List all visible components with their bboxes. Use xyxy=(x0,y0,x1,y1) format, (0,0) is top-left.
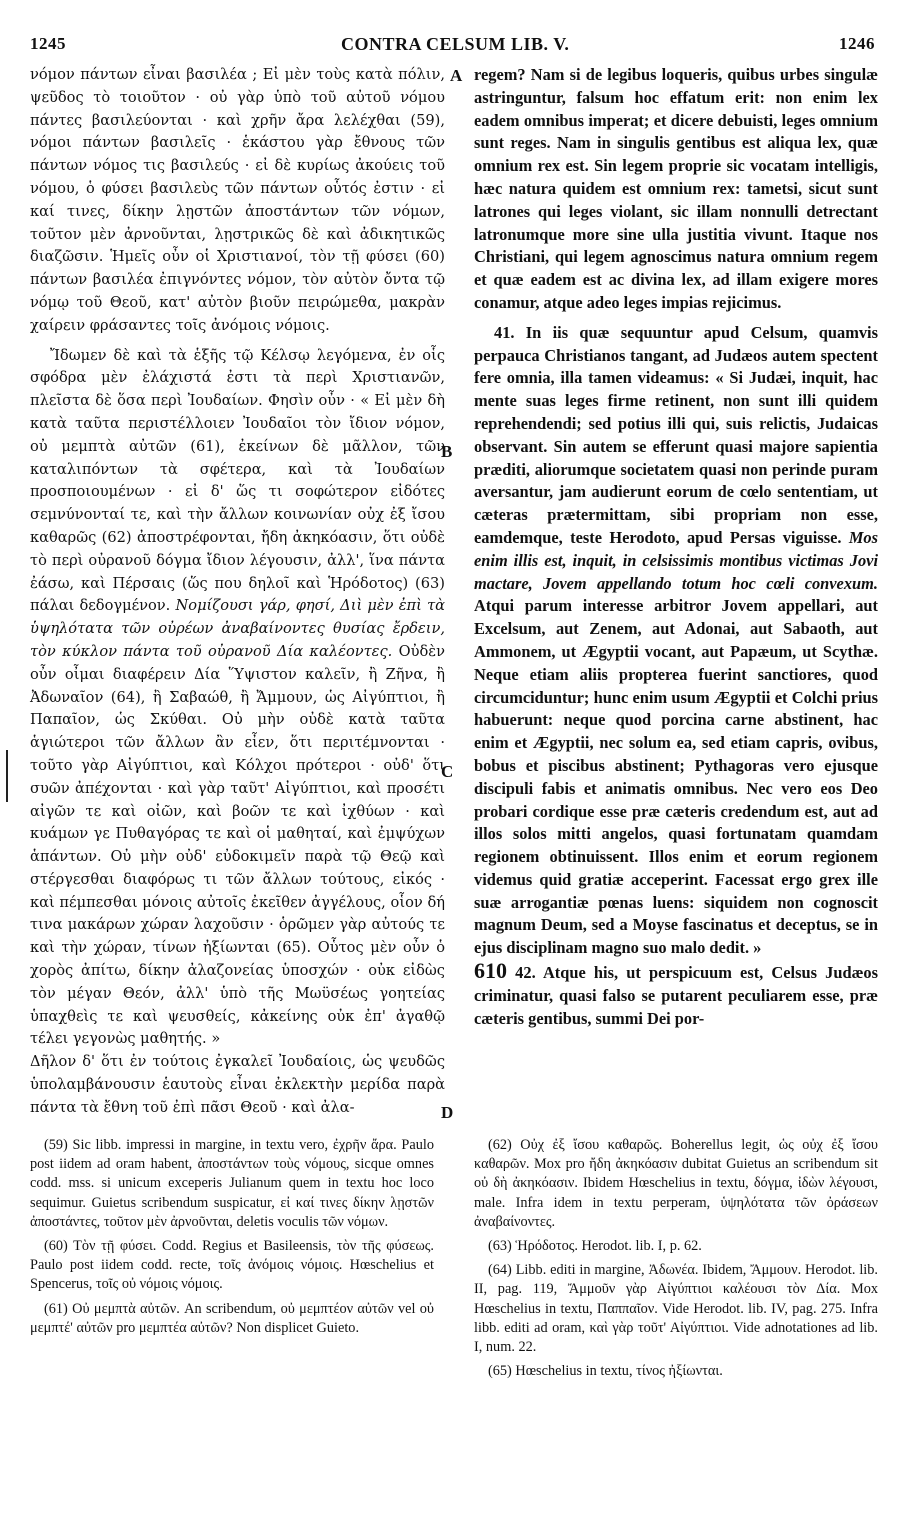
margin-letter-b: B xyxy=(441,442,453,461)
latin-paragraph-2 xyxy=(474,322,878,960)
greek-paragraph-2-text-a: Ἴδωμεν δὲ καὶ τὰ ἑξῆς τῷ Κέλσῳ λεγόμενα, ἐν οἷς σφόδρα μὲν ἐλάχιστά ἐστι τὰ περὶ Χριστιανῶν, πλεῖστα δὲ ὅσα περὶ Ἰουδαίων. Φησὶν οὖν · « Εἰ μὲν δὴ κατὰ ταῦτα περιστέλλοιεν Ἰουδαῖοι τὸν ἴδιον νόμον, οὐ μεμπτὰ αὐτῶν (61), ἐκείνων δὲ μᾶλλον, τῶν καταλιπόντων τὰ σφέτερα, καὶ τὰ Ἰουδαίων προσποιουμένων · εἰ δ' ὥς τι σοφώτερον εἰδότες σεμνύνονταί τε, καὶ τὴν ἄλλων κοινωνίαν οὐχ ἐξ ἴσου καθαρῶς (62) ἀποστρέφονται, ἤδη ἀκηκόασιν, ὅτι οὐδὲ τὸ περὶ οὐρανοῦ δόγμα ἴδιον λέγουσιν, ἀλλ', ἵνα πάντα ἐάσω, καὶ Πέρσαις (ὥς που δηλοῖ καὶ Ἡρόδοτος) (63) πάλαι δεδογμένον. xyxy=(30,346,445,615)
greek-paragraph-1 xyxy=(30,64,445,338)
greek-paragraph-2 xyxy=(30,345,445,1052)
right-page-number: 1246 xyxy=(839,34,875,53)
margin-letter-c: C xyxy=(441,762,454,781)
latin-paragraph-1 xyxy=(474,64,878,315)
latin-herodotus-quote: Mos enim illis est, inquit, in celsissimis montibus victimas Jovi mactare, Jovem appellando totum hoc cœli convexum. xyxy=(474,527,878,593)
greek-paragraph-1-text: νόμον πάντων εἶναι βασιλέα ; Εἰ μὲν τοὺς κατὰ πόλιν, ψεῦδος τὸ τοιοῦτον · οὐ γὰρ ὑπὸ τοῦ αὐτοῦ νόμου πάντες βασιλεύονται · καὶ χρῆν ἄρα λελέχθαι (59), νόμοι πάντων βασιλεῖς · ἑκάστου γὰρ ἔθνους τῶν πάντων νόμος τις βασιλεύς · εἰ δὲ κυρίως ἀκούεις τοῦ νόμου, ὁ φύσει βασιλεὺς τῶν πάντων οὗτός ἐστιν · εἰ καί τινες, δίκην λῃστῶν ἀποστάντων τῶν νόμων, τοῦτον μὲν ἀρνοῦνται, λῃστρικῶς δὲ καὶ ἀδικητικῶς διαζῶσιν. Ἡμεῖς οὖν οἱ Χριστιανοί, τὸν τῇ φύσει (60) πάντων βασιλέα ἐπιγνόντες νόμον, τὸν αὐτὸν ὄντα τῷ νόμῳ τοῦ Θεοῦ, κατ' αὐτὸν βιοῦν πειρώμεθα, μακρὰν χαίρειν φράσαντες τοῖς ἀνόμοις νόμοις. xyxy=(30,66,445,334)
margin-letter-a: A xyxy=(450,66,463,85)
left-page-number: 1245 xyxy=(30,34,66,53)
latin-paragraph-2-text-a: 41. In iis quæ sequuntur apud Celsum, quamvis perpauca Christianos tangant, ad Judæos autem spectent fere omnia, illa tamen videamus: « Si Judæi, inquit, hac mente suas leges firme retinent, non sunt illi quidem reprehendendi; sed potius illi qui, suis relictis, Judaicas observant. Sin autem se efferunt quasi majore sapientia præditi, aliorumque societatem quasi non perinde puram aversantur, jam audierunt eorum de cœlo sententiam, ut cæteras prætermittam, sibi propriam non esse, eamdemque, teste Herodoto, apud Persas viguisse. xyxy=(474,322,878,547)
footnote-61: (61) Οὐ μεμπτὰ αὐτῶν. An scribendum, οὐ μεμπτέον αὐτῶν vel οὐ μεμπτέ' αὐτῶν pro μεμπτέα αὐτῶν? Non displicet Guieto. xyxy=(30,1300,434,1336)
latin-paragraph-2-text-b: Atqui parum interesse arbitror Jovem appellari, aut Excelsum, aut Zenem, aut Adonai, aut Sabaoth, aut Ammonem, ut Ægyptii vocant, aut Papæum, ut Scythæ. Neque etiam aliis propterea fuerint sanctiores, quod circumciduntur; hunc enim usum Ægyptii et Colchi prius habuerunt: neque quod porcina carne abstinent, hac enim et Ægyptii, nec solum ea, sed etiam capris, ovibus, bobus et piscibus abstinent; Pythagoras vero ejusque discipuli fabis et animatis omnibus. Nec vero eos Deo probari cordique esse præ cæteris credendum est, aut ad illos solos mitti angelos, quasi fortunatam quamdam regionem obtinuissent. Illos enim et eorum regionem videmus quid gratiæ acceperint. Facessat ergo grex ille suæ arrogantiæ pœnas luens: siquidem non cognoscit magnum Deum, sed a Moyse fascinatus et deceptus, se in ejus disciplinam magno suo malo dedit. » xyxy=(474,596,878,958)
footnotes-left xyxy=(30,1136,434,1343)
greek-herodotus-quote: Νομίζουσι γάρ, φησί, Διὶ μὲν ἐπὶ τὰ ὑψηλότατα τῶν οὐρέων ἀναβαίνοντες θυσίας ἔρδειν, τὸν κύκλον πάντα τοῦ οὐρανοῦ Δία καλέοντες. xyxy=(30,597,445,660)
footnote-62: (62) Οὐχ ἐξ ἴσου καθαρῶς. Boherellus legit, ὡς οὐχ ἐξ ἴσου καθαρῶν. Mox pro ἤδη ἀκηκόασιν dubitat Guietus an scribendum sit οὐ δὴ ἀκηκόασιν. Ibidem Hœschelius in textu, δόγμα, ἰδὼν λέγουσι, male. Infra idem in textu perperam, ὑψηλότατα τῶν ὀράσεων ἀναβαίνοντες. xyxy=(474,1137,878,1230)
footnote-59: (59) Sic libb. impressi in margine, in textu vero, ἐχρῆν ἄρα. Paulo post iidem ad oram habent, ἀποστάντων τοὺς νόμους, sicque omnes codd. mss. si unicum exceperis Julianum quem in textu hoc loco sequimur. Guietus scribendum suspicatur, εἰ καί τινες δίκην λῃστῶν ἀποστάντες, τοῦτον μὲν ἀρνοῦνται, deletis voculis τῶν νόμων. xyxy=(30,1137,434,1230)
migne-column-number: 610 xyxy=(474,958,507,984)
footnote-64: (64) Libb. editi in margine, Ἀδωνέα. Ibidem, Ἄμμουν. Herodot. lib. II, pag. 119, Ἄμμοῦν γὰρ Αἰγύπτιοι καλέουσι τὸν Δία. Mox Hœschelius in textu, Παππαῖον. Vide Herodot. lib. IV, pag. 275. Infra libb. editi ad oram, καὶ γὰρ τοῦτ' Αἰγύπτιοι. Vide adnotationes ad lib. I, num. 22. xyxy=(474,1262,878,1356)
greek-text-column xyxy=(30,64,445,1124)
latin-paragraph-3 xyxy=(474,960,878,1030)
greek-paragraph-2-text-b: Οὐδὲν οὖν οἶμαι διαφέρειν Δία Ὕψιστον καλεῖν, ἢ Ζῆνα, ἢ Ἀδωναῖον (64), ἢ Σαβαώθ, ἢ Ἄμμουν, ὡς Αἰγύπτιοι, ἢ Παπαῖον, ὡς Σκύθαι. Οὐ μὴν οὐδὲ κατὰ ταῦτα ἁγιώτεροι τῶν ἄλλων ἂν εἶεν, ὅτι περιτέμνονται · τοῦτο γὰρ Αἰγύπτιοι, καὶ Κόλχοι πρότεροι · οὐδ' ὅτι συῶν ἀπέχονται · καὶ γὰρ ταῦτ' Αἰγύπτιοι, καὶ προσέτι αἰγῶν τε καὶ οἰῶν, καὶ βοῶν τε καὶ ἰχθύων · καὶ κυάμων γε Πυθαγόρας τε καὶ οἱ μαθηταί, καὶ ἐμψύχων ἁπάντων. Οὐ μὴν οὐδ' εὐδοκιμεῖν παρὰ τῷ Θεῷ καὶ στέργεσθαι διαφόρως τι τῶν ἄλλων τούτους, εἰκός · καὶ πέμπεσθαι μόνοις αὐτοῖς ἐκεῖθεν ἀγγέλους, οἷον δή τινα μακάρων χώραν λαχοῦσιν · ὁρῶμεν γὰρ αὐτούς τε καὶ τὴν χώραν, τίνων ἠξίωνται (65). Οὗτος μὲν οὖν ὁ χορὸς ἀπίτω, δίκην ἀλαζονείας ὑποσχών · οὐκ εἰδὼς τὸν μέγαν Θεόν, ἀλλ' ὑπὸ τῆς Μωϋσέως γοητείας ὑπαχθεὶς τε καὶ ψευσθείς, κἀκείνης οὐκ ἐπ' ἀγαθῷ τέλει γεγονὼς μαθητής. » xyxy=(30,642,445,1048)
greek-paragraph-3-text: Δῆλον δ' ὅτι ἐν τούτοις ἐγκαλεῖ Ἰουδαίοις, ὡς ψευδῶς ὑπολαμβάνουσιν ἑαυτοὺς εἶναι ἐκλεκτὴν μερίδα παρὰ πάντα τὰ ἔθνη τοῦ ἐπὶ πᾶσι Θεοῦ · καὶ ἀλα- xyxy=(30,1053,445,1116)
footnote-65: (65) Hœschelius in textu, τίνος ἠξίωνται. xyxy=(488,1363,723,1380)
footnote-63: (63) Ἡρόδοτος. Herodot. lib. I, p. 62. xyxy=(488,1238,702,1255)
running-title: CONTRA CELSUM LIB. V. xyxy=(341,34,570,54)
margin-rule xyxy=(6,750,8,802)
latin-text-column xyxy=(474,64,878,1124)
margin-letter-d: D xyxy=(441,1103,454,1122)
running-header xyxy=(0,34,913,58)
latin-paragraph-3-text: 42. Atque his, ut perspicuum est, Celsus Judæos criminatur, quasi falso se putarent peculiarem esse, præ cæteris gentibus, summi Dei por- xyxy=(474,963,878,1028)
latin-paragraph-1-text: regem? Nam si de legibus loqueris, quibus urbes singulæ astringuntur, falsum hoc effatum erit: non enim lex eadem omnibus imperat; et dicere debuisti, leges omnium sunt reges. Nam in singulis gentibus est aliqua lex, quæ omnium rex est. Sin legem proprie sic vocatam intelligis, hæc natura quidem est omnium rex: tametsi, sicut sunt latrones qui leges violant, sic illam nonnulli detrectant latronumque more sine ulla justitia vivunt. Itaque nos Christiani, qui legem agnoscimus natura omnium regem et quæ eadem est ac divina lex, ad illam exigere mores conamur, atque adeo leges impias rejicimus. xyxy=(474,65,878,312)
greek-paragraph-3 xyxy=(30,1051,445,1119)
footnote-60: (60) Τὸν τῇ φύσει. Codd. Regius et Basileensis, τὸν τῆς φύσεως. Paulo post iidem codd. recte, τοῖς ἀνόμοις νόμοις. Hœschelius et Spencerus, τοῖς οὐ νόμοις νόμοις. xyxy=(30,1238,434,1293)
footnotes-right xyxy=(474,1136,878,1386)
